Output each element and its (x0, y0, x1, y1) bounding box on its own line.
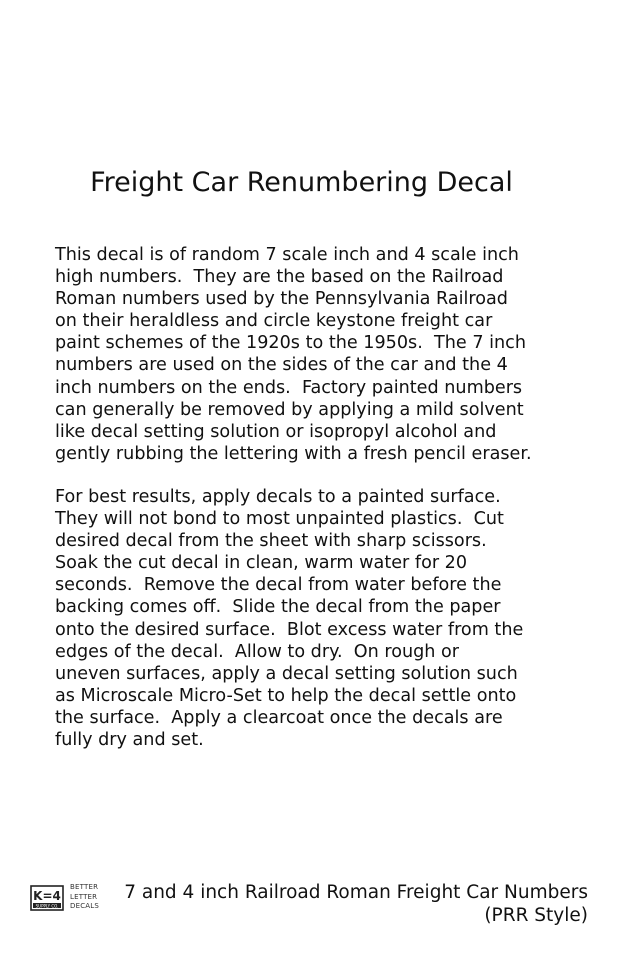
text-line: high numbers. They are the based on the Railroad (55, 267, 504, 288)
text-line: can generally be removed by applying a mild solvent (55, 399, 524, 420)
text-line: They will not bond to most unpainted plastics. Cut (55, 509, 504, 530)
description-paragraph (55, 244, 585, 465)
logo-word: BETTER (70, 883, 99, 891)
text-line: uneven surfaces, apply a decal setting solution such (55, 663, 518, 684)
text-line: This decal is of random 7 scale inch and 4 scale inch (55, 245, 519, 265)
text-line: gently rubbing the lettering with a fresh pencil eraser. (55, 443, 532, 464)
product-name-line: 7 and 4 inch Railroad Roman Freight Car Numbers (124, 882, 588, 903)
text-line: like decal setting solution or isopropyl alcohol and (55, 421, 497, 442)
page-title: Freight Car Renumbering Decal (90, 167, 513, 198)
text-line: on their heraldless and circle keystone freight car (55, 311, 493, 332)
product-name (88, 881, 588, 927)
logo-word: DECALS (70, 902, 100, 910)
product-name-line: (PRR Style) (484, 905, 588, 926)
text-line: seconds. Remove the decal from water before the (55, 575, 502, 596)
text-line: paint schemes of the 1920s to the 1950s. The 7 inch (55, 333, 526, 354)
k4-logo-icon (30, 885, 64, 911)
instructions-paragraph (55, 486, 585, 751)
text-line: as Microscale Micro-Set to help the decal settle onto (55, 685, 517, 706)
text-line: Roman numbers used by the Pennsylvania Railroad (55, 289, 508, 310)
text-line: For best results, apply decals to a painted surface. (55, 487, 501, 507)
logo-word: LETTER (70, 892, 98, 901)
text-line: numbers are used on the sides of the car and the 4 (55, 355, 508, 376)
text-line: backing comes off. Slide the decal from the paper (55, 597, 501, 618)
text-line: fully dry and set. (55, 730, 204, 751)
text-line: onto the desired surface. Blot excess water from the (55, 619, 524, 640)
text-line: Soak the cut decal in clean, warm water for 20 (55, 553, 468, 574)
logo-submark-text: SUPPLY CO. (35, 903, 59, 909)
text-line: the surface. Apply a clearcoat once the decals are (55, 707, 503, 728)
text-line: inch numbers on the ends. Factory painted numbers (55, 377, 523, 398)
text-line: desired decal from the sheet with sharp scissors. (55, 531, 487, 552)
logo-mark-text: K=4 (33, 889, 61, 903)
text-line: edges of the decal. Allow to dry. On rough or (55, 641, 460, 662)
